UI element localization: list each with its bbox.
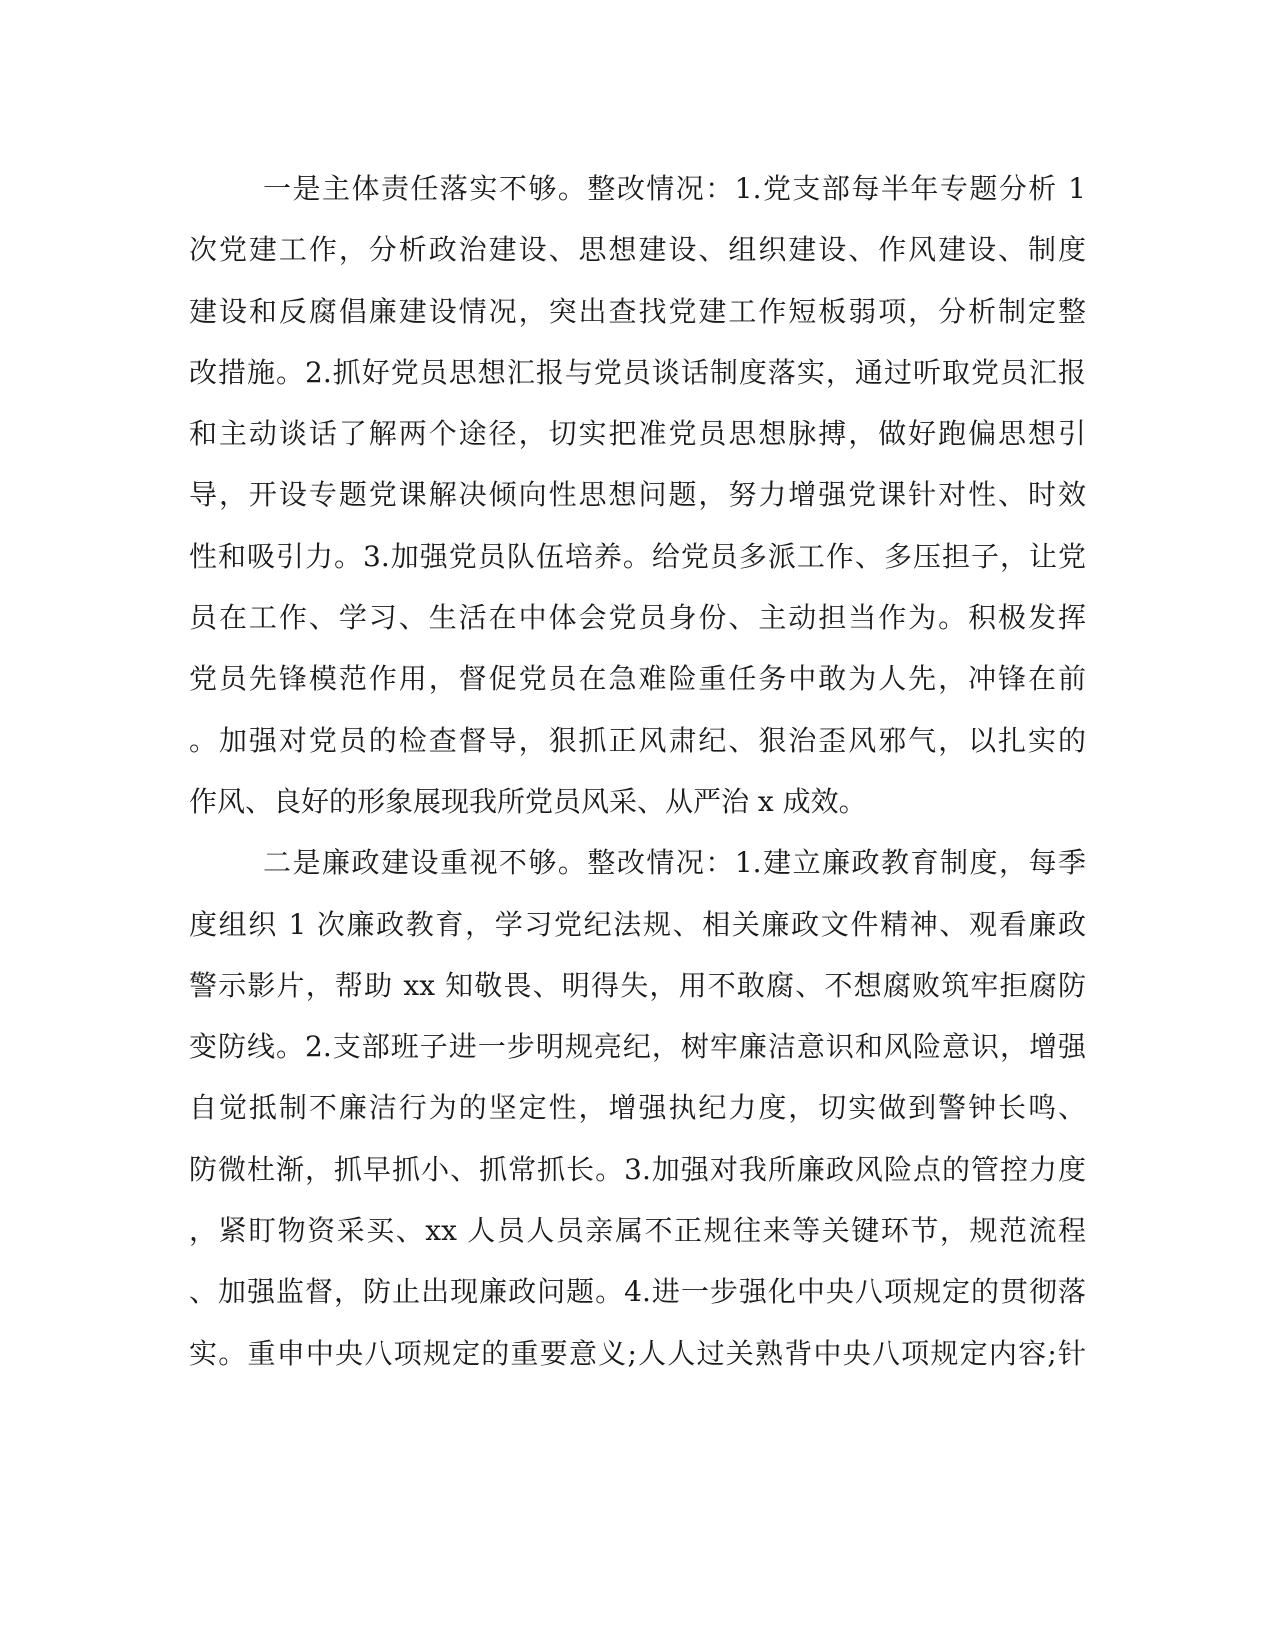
paragraph-1 <box>189 158 1086 832</box>
paragraph-line: 党员先锋模范作用，督促党员在急难险重任务中敢为人先，冲锋在前 <box>189 662 1086 696</box>
paragraph-line: 自觉抵制不廉洁行为的坚定性，增强执纪力度，切实做到警钟长鸣、 <box>189 1091 1086 1125</box>
paragraph-line: 员在工作、学习、生活在中体会党员身份、主动担当作为。积极发挥 <box>189 601 1086 635</box>
paragraph-line: 警示影片，帮助 xx 知敬畏、明得失，用不敢腐、不想腐败筑牢拒腐防 <box>189 968 1086 1002</box>
paragraph-line: 改措施。2.抓好党员思想汇报与党员谈话制度落实，通过听取党员汇报 <box>189 355 1086 389</box>
paragraph-line: 导，开设专题党课解决倾向性思想问题，努力增强党课针对性、时效 <box>189 478 1086 512</box>
paragraph-line: 变防线。2.支部班子进一步明规亮纪，树牢廉洁意识和风险意识，增强 <box>189 1030 1086 1064</box>
paragraph-line: 和主动谈话了解两个途径，切实把准党员思想脉搏，做好跑偏思想引 <box>189 417 1086 451</box>
paragraph-line: 实。重申中央八项规定的重要意义;人人过关熟背中央八项规定内容;针 <box>189 1336 1086 1370</box>
paragraph-line: 一是主体责任落实不够。整改情况：1.党支部每半年专题分析 1 <box>263 172 1086 205</box>
paragraph-line: 、加强监督，防止出现廉政问题。4.进一步强化中央八项规定的贯彻落 <box>189 1275 1086 1309</box>
paragraph-line: 二是廉政建设重视不够。整改情况：1.建立廉政教育制度，每季 <box>263 846 1086 880</box>
paragraph-2 <box>189 832 1086 1384</box>
paragraph-line: ，紧盯物资采买、xx 人员人员亲属不正规往来等关键环节，规范流程 <box>189 1214 1086 1248</box>
paragraph-line: 次党建工作，分析政治建设、思想建设、组织建设、作风建设、制度 <box>189 233 1086 267</box>
paragraph-line: 性和吸引力。3.加强党员队伍培养。给党员多派工作、多压担子，让党 <box>189 539 1086 573</box>
document-body <box>189 158 1086 1384</box>
paragraph-line: 防微杜渐，抓早抓小、抓常抓长。3.加强对我所廉政风险点的管控力度 <box>189 1152 1086 1186</box>
paragraph-line: 作风、良好的形象展现我所党员风采、从严治 x 成效。 <box>189 784 867 818</box>
paragraph-line: 。加强对党员的检查督导，狠抓正风肃纪、狠治歪风邪气，以扎实的 <box>189 723 1086 757</box>
paragraph-line: 度组织 1 次廉政教育，学习党纪法规、相关廉政文件精神、观看廉政 <box>189 907 1086 941</box>
paragraph-line: 建设和反腐倡廉建设情况，突出查找党建工作短板弱项，分析制定整 <box>189 294 1086 328</box>
